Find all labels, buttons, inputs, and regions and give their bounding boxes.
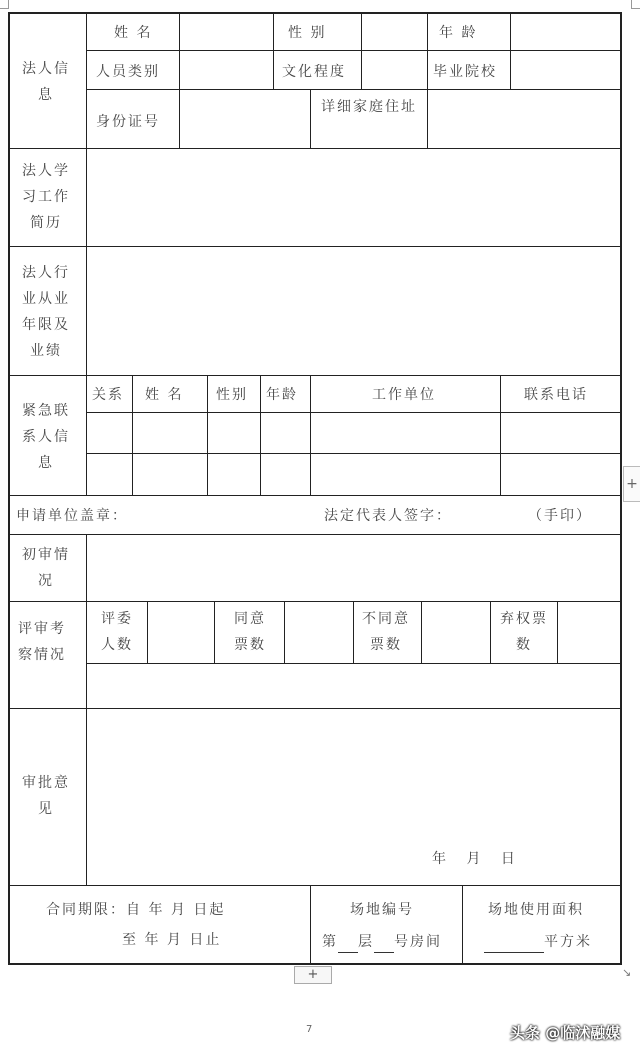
watermark: 头条 @临沭融媒 [510,1024,621,1042]
table-rule [490,601,491,663]
gender-label: 性 别 [288,25,327,41]
table-rule [427,12,428,148]
emergency-age-header: 年龄 [266,387,298,403]
address-label: 详细家庭住址 [321,99,417,115]
table-rule [132,375,133,495]
table-rule [462,885,463,965]
personnel-type-label: 人员类别 [96,64,160,80]
approval-opinion-label: 审批意见 [22,775,70,817]
add-row-button[interactable]: + [294,966,332,984]
age-label: 年 龄 [439,25,478,41]
emergency-workplace-header: 工作单位 [372,387,436,403]
table-rule [8,708,622,709]
table-rule [8,246,622,247]
representative-signature-label: 法定代表人签字： [324,508,452,524]
table-rule [214,601,215,663]
table-rule [86,12,87,495]
page-number: 7 [306,1024,313,1035]
table-rule [361,12,362,89]
table-rule [8,495,622,496]
table-rule [284,601,285,663]
preliminary-review-label: 初审情况 [22,547,70,589]
agree-votes-label: 同意票数 [234,611,266,653]
table-rule [86,50,622,51]
table-rule [273,12,274,89]
abstain-votes-label: 弃权票数 [500,611,548,653]
fingerprint-label: （手印） [528,508,592,524]
table-rule [86,412,622,413]
table-rule [147,601,148,663]
form-table [8,12,622,965]
table-rule [421,601,422,663]
table-rule [500,375,501,495]
table-rule [86,453,622,454]
table-rule [86,89,622,90]
venue-code-label: 场地编号 [350,902,414,918]
applicant-seal-label: 申请单位盖章： [16,508,128,524]
review-inspection-label: 评审考察情况 [18,621,66,663]
table-rule [510,12,511,89]
table-rule [207,375,208,495]
id-number-label: 身份证号 [96,114,160,130]
table-rule [8,375,622,376]
emergency-name-header: 姓 名 [145,387,184,403]
venue-code-field: 第 层 号房间 [322,932,442,953]
table-resize-handle-icon[interactable]: ↘ [622,966,632,979]
venue-area-field: 平方米 [484,932,592,953]
table-rule [86,663,622,664]
industry-experience-label: 法人行业从业年限及业绩 [22,265,70,359]
table-rule [557,601,558,663]
emergency-gender-header: 性别 [216,387,248,403]
table-rule [310,375,311,495]
table-rule [310,885,311,965]
page-corner-mark [0,0,9,9]
table-rule [179,12,180,148]
table-rule [8,601,622,602]
study-work-history-label: 法人学习工作简历 [22,163,70,231]
table-rule [353,601,354,663]
graduate-school-label: 毕业院校 [433,64,497,80]
table-rule [8,148,622,149]
judges-count-label: 评委人数 [101,611,133,653]
table-rule [86,534,87,885]
table-rule [8,885,622,886]
emergency-phone-header: 联系电话 [524,387,588,403]
page-corner-mark [631,0,640,9]
venue-area-label: 场地使用面积 [488,902,584,918]
name-label: 姓 名 [114,25,153,41]
disagree-votes-label: 不同意票数 [362,611,410,653]
table-rule [260,375,261,495]
table-rule [8,534,622,535]
emergency-relation-header: 关系 [92,387,124,403]
education-label: 文化程度 [282,64,346,80]
contract-period-start: 合同期限：自 年 月 日起 [46,902,226,918]
table-rule [310,89,311,148]
approval-date: 年 月 日 [432,851,523,867]
add-column-button[interactable]: + [623,466,640,502]
contract-period-end: 至 年 月 日止 [122,932,222,948]
emergency-contact-label: 紧急联系人信息 [22,403,70,471]
legal-person-section-label: 法人信息 [22,61,70,103]
